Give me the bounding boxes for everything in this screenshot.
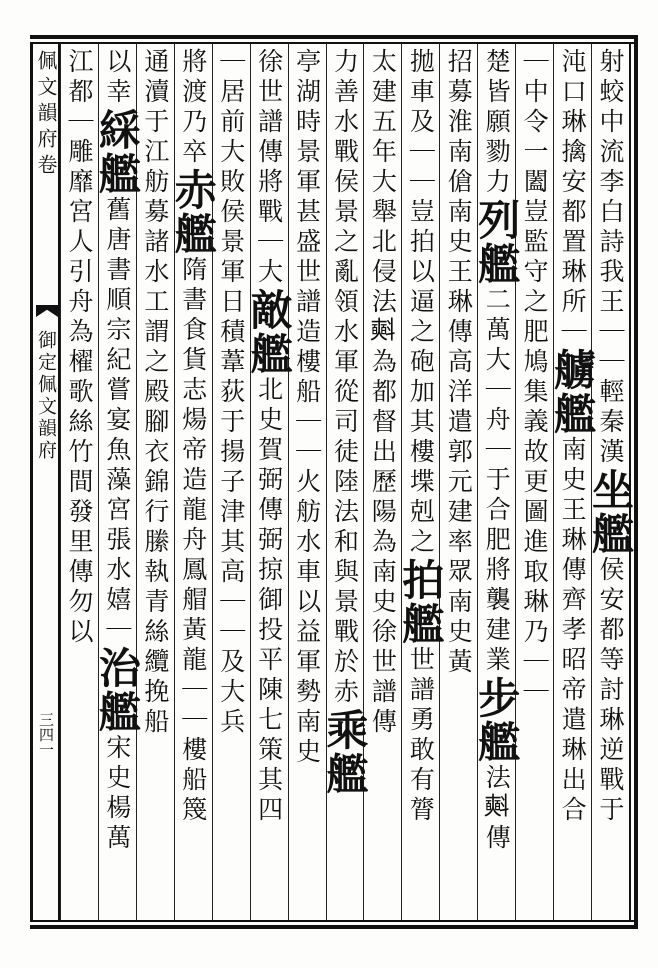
text-column — [290, 48, 324, 916]
text-segment: 江都 — [64, 48, 94, 108]
text-segment: 南史王琳傳齊孝昭帝遣琳出合 — [558, 436, 588, 826]
text-segment: 招募淮南傖 — [444, 48, 474, 198]
headword: 綵艦 — [92, 108, 142, 196]
text-segment: 宋史楊萬 — [102, 734, 132, 854]
column-rule — [439, 43, 440, 920]
text-segment: 以幸 — [102, 48, 132, 108]
headword: 列艦 — [472, 198, 522, 286]
headword: 治艦 — [92, 646, 142, 734]
text-segment: 隋書食貨志煬帝造龍舟鳳艒黃龍｜｜樓船篾 — [178, 256, 208, 826]
text-segment: 南史黃 — [444, 588, 474, 678]
column-rule — [401, 43, 402, 920]
text-segment: 南史王琳傳高洋遣郭元建率眾 — [444, 198, 474, 588]
text-column — [548, 48, 598, 916]
headword: 乘艦 — [320, 708, 370, 796]
headword: 坐艦 — [586, 468, 636, 556]
text-column — [441, 48, 475, 916]
headword: 赤艦 — [168, 168, 218, 256]
text-segment: ｜居前大敗侯景軍 — [216, 48, 246, 288]
headword: 拍艦 — [396, 558, 446, 646]
text-segment: 北史賀弼傳弼掠御投平陳七策其四 — [254, 376, 284, 826]
text-segment: 南史 — [292, 708, 322, 768]
text-column — [92, 48, 142, 916]
text-segment: 二萬大｜舟｜于合肥將襲建業 — [482, 286, 512, 676]
text-segment: 法𣂏傳 — [482, 764, 512, 854]
text-column — [320, 48, 370, 916]
text-column — [517, 48, 551, 916]
text-segment: 太建五年大舉北侵法𣂏為都督出歷陽為 — [368, 48, 398, 558]
frame-bottom-border — [30, 925, 638, 929]
headword: 艣 — [548, 348, 598, 392]
text-column — [365, 48, 399, 916]
text-column — [396, 48, 446, 916]
headword: 敵艦 — [244, 288, 294, 376]
frame-top-border — [30, 35, 638, 39]
text-segment: ｜中令一闔豈監守之 — [520, 48, 550, 318]
page-number: 三四一 — [37, 712, 55, 757]
frame-top-inner-border — [30, 42, 638, 44]
text-segment: 通瀆于江 — [140, 48, 170, 168]
text-segment: 射蛟中流李白詩我王｜｜輕秦漢 — [596, 48, 626, 468]
text-segment: 肥鳩集義故更圖進取琳乃｜｜ — [520, 318, 550, 708]
column-rule — [553, 43, 554, 920]
margin-book-title: 御定佩文韻府 — [35, 330, 57, 462]
text-segment: 拋車及｜｜豈拍以逼之砲加其樓堞剋之 — [406, 48, 436, 558]
text-segment: 世譜勇敢有膂 — [406, 646, 436, 826]
text-column — [244, 48, 294, 916]
column-rule — [60, 43, 61, 920]
frame-bottom-inner-border — [30, 920, 638, 922]
text-segment: 南史徐世譜傳 — [368, 558, 398, 738]
text-segment: ｜雕靡宮人引舟為櫂歌絲竹間發 — [64, 108, 94, 528]
text-segment: 舊唐書順宗紀嘗宴魚藻宮張水嬉｜ — [102, 196, 132, 646]
text-segment: 亭湖時景軍甚盛世譜造樓船｜｜火舫水車以益軍勢 — [292, 48, 322, 708]
column-rule — [477, 43, 478, 920]
text-segment: 楚皆願勠力 — [482, 48, 512, 198]
margin-volume-title: 佩文韻府卷 — [34, 50, 58, 180]
text-segment: 力善水戰侯景之亂領水軍從司徒陸法和與景戰於赤 — [330, 48, 360, 708]
text-column — [168, 48, 218, 916]
text-column — [62, 48, 96, 916]
column-rule — [288, 43, 289, 920]
text-segment: 侯安都等討琳逆戰于 — [596, 556, 626, 826]
text-column — [472, 48, 522, 916]
fishtail-mark — [36, 305, 58, 317]
headword: 步艦 — [472, 676, 522, 764]
column-rule — [515, 43, 516, 920]
text-segment: 里傳勿以 — [64, 528, 94, 648]
text-segment: 徐世譜傳將戰｜大 — [254, 48, 284, 288]
text-segment: 將渡乃卒 — [178, 48, 208, 168]
text-column — [586, 48, 636, 916]
text-segment: 沌口琳擒安都置琳所｜ — [558, 48, 588, 348]
headword: 艦 — [548, 392, 598, 436]
column-rule — [250, 43, 251, 920]
text-column — [214, 48, 248, 916]
text-segment: 舫募諸水工謂之殿腳衣錦行縢執青絲纜挽船 — [140, 168, 170, 738]
text-column — [138, 48, 172, 916]
text-segment: 日積葦荻于揚子津其高｜｜及大兵 — [216, 288, 246, 738]
